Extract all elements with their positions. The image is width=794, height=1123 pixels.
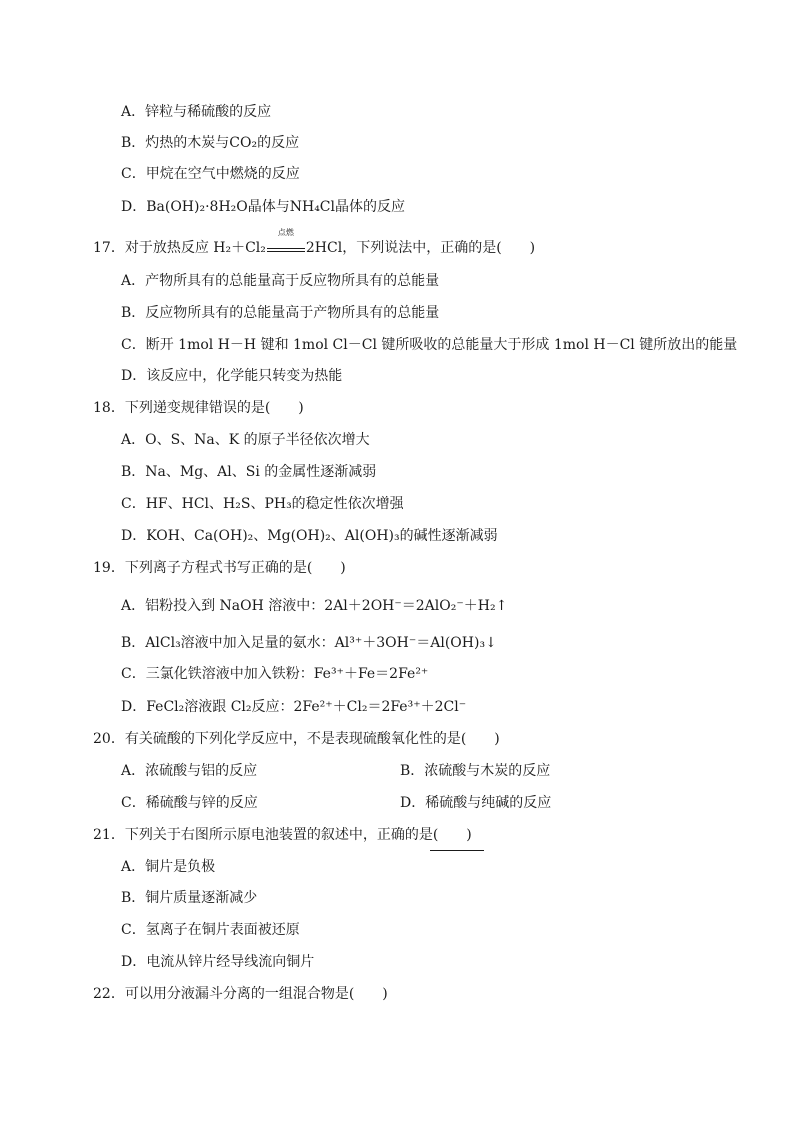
q20-option-b: B．浓硫酸与木炭的反应 [400, 763, 551, 779]
q17-stem-before: 17．对于放热反应 H₂＋Cl₂ [93, 240, 266, 256]
q17-option-c: C．断开 1mol H－H 键和 1mol Cl－Cl 键所吸收的总能量大于形成 1mol H－Cl 键所放出的能量 [121, 337, 738, 353]
q20-option-d: D．稀硫酸与纯碱的反应 [400, 795, 552, 811]
q17-stem-after: 2HCl，下列说法中，正确的是( ) [305, 240, 536, 256]
q21-stem: 21．下列关于右图所示原电池装置的叙述中，正确的是( ) [93, 827, 472, 843]
q16-option-c: C．甲烷在空气中燃烧的反应 [121, 166, 300, 182]
q17-option-a: A．产物所具有的总能量高于反应物所具有的总能量 [121, 273, 440, 289]
q20-option-c: C．稀硫酸与锌的反应 [121, 795, 258, 811]
q17-option-b: B．反应物所具有的总能量高于产物所具有的总能量 [121, 305, 440, 321]
q21-option-b: B．铜片质量逐渐减少 [121, 890, 258, 906]
q19-stem: 19．下列离子方程式书写正确的是( ) [93, 560, 346, 576]
q19-option-d: D．FeCl₂溶液跟 Cl₂反应：2Fe²⁺＋Cl₂＝2Fe³⁺＋2Cl⁻ [121, 699, 467, 715]
q18-option-a: A．O、S、Na、K 的原子半径依次增大 [121, 432, 370, 448]
answer-underline [430, 850, 484, 851]
q17-stem [93, 228, 536, 257]
q16-option-a: A．锌粒与稀硫酸的反应 [121, 104, 272, 120]
q18-option-c: C．HF、HCl、H₂S、PH₃的稳定性依次增强 [121, 496, 404, 512]
q20-stem: 20．有关硫酸的下列化学反应中，不是表现硫酸氧化性的是( ) [93, 731, 500, 747]
q21-option-a: A．铜片是负极 [121, 859, 216, 875]
q18-option-d: D．KOH、Ca(OH)₂、Mg(OH)₂、Al(OH)₃的碱性逐渐减弱 [121, 528, 498, 544]
q16-option-d: D．Ba(OH)₂·8H₂O晶体与NH₄Cl晶体的反应 [121, 199, 405, 215]
q16-option-b: B．灼热的木炭与CO₂的反应 [121, 135, 300, 151]
q18-option-b: B．Na、Mg、Al、Si 的金属性逐渐减弱 [121, 464, 377, 480]
q20-option-a: A．浓硫酸与铝的反应 [121, 763, 258, 779]
q21-option-d: D．电流从锌片经导线流向铜片 [121, 954, 315, 970]
q17-option-d: D．该反应中，化学能只转变为热能 [121, 368, 343, 384]
reaction-condition-label: 点燃 [277, 228, 294, 237]
q19-option-b: B．AlCl₃溶液中加入足量的氨水：Al³⁺＋3OH⁻＝Al(OH)₃↓ [121, 635, 497, 651]
q18-stem: 18．下列递变规律错误的是( ) [93, 400, 304, 416]
reaction-condition-sign [267, 228, 305, 252]
q19-option-c: C．三氯化铁溶液中加入铁粉：Fe³⁺＋Fe＝2Fe²⁺ [121, 666, 429, 682]
q19-option-a: A．铝粉投入到 NaOH 溶液中：2Al＋2OH⁻＝2AlO₂⁻＋H₂↑ [121, 598, 508, 614]
q22-stem: 22．可以用分液漏斗分离的一组混合物是( ) [93, 986, 388, 1002]
q21-option-c: C．氢离子在铜片表面被还原 [121, 922, 300, 938]
